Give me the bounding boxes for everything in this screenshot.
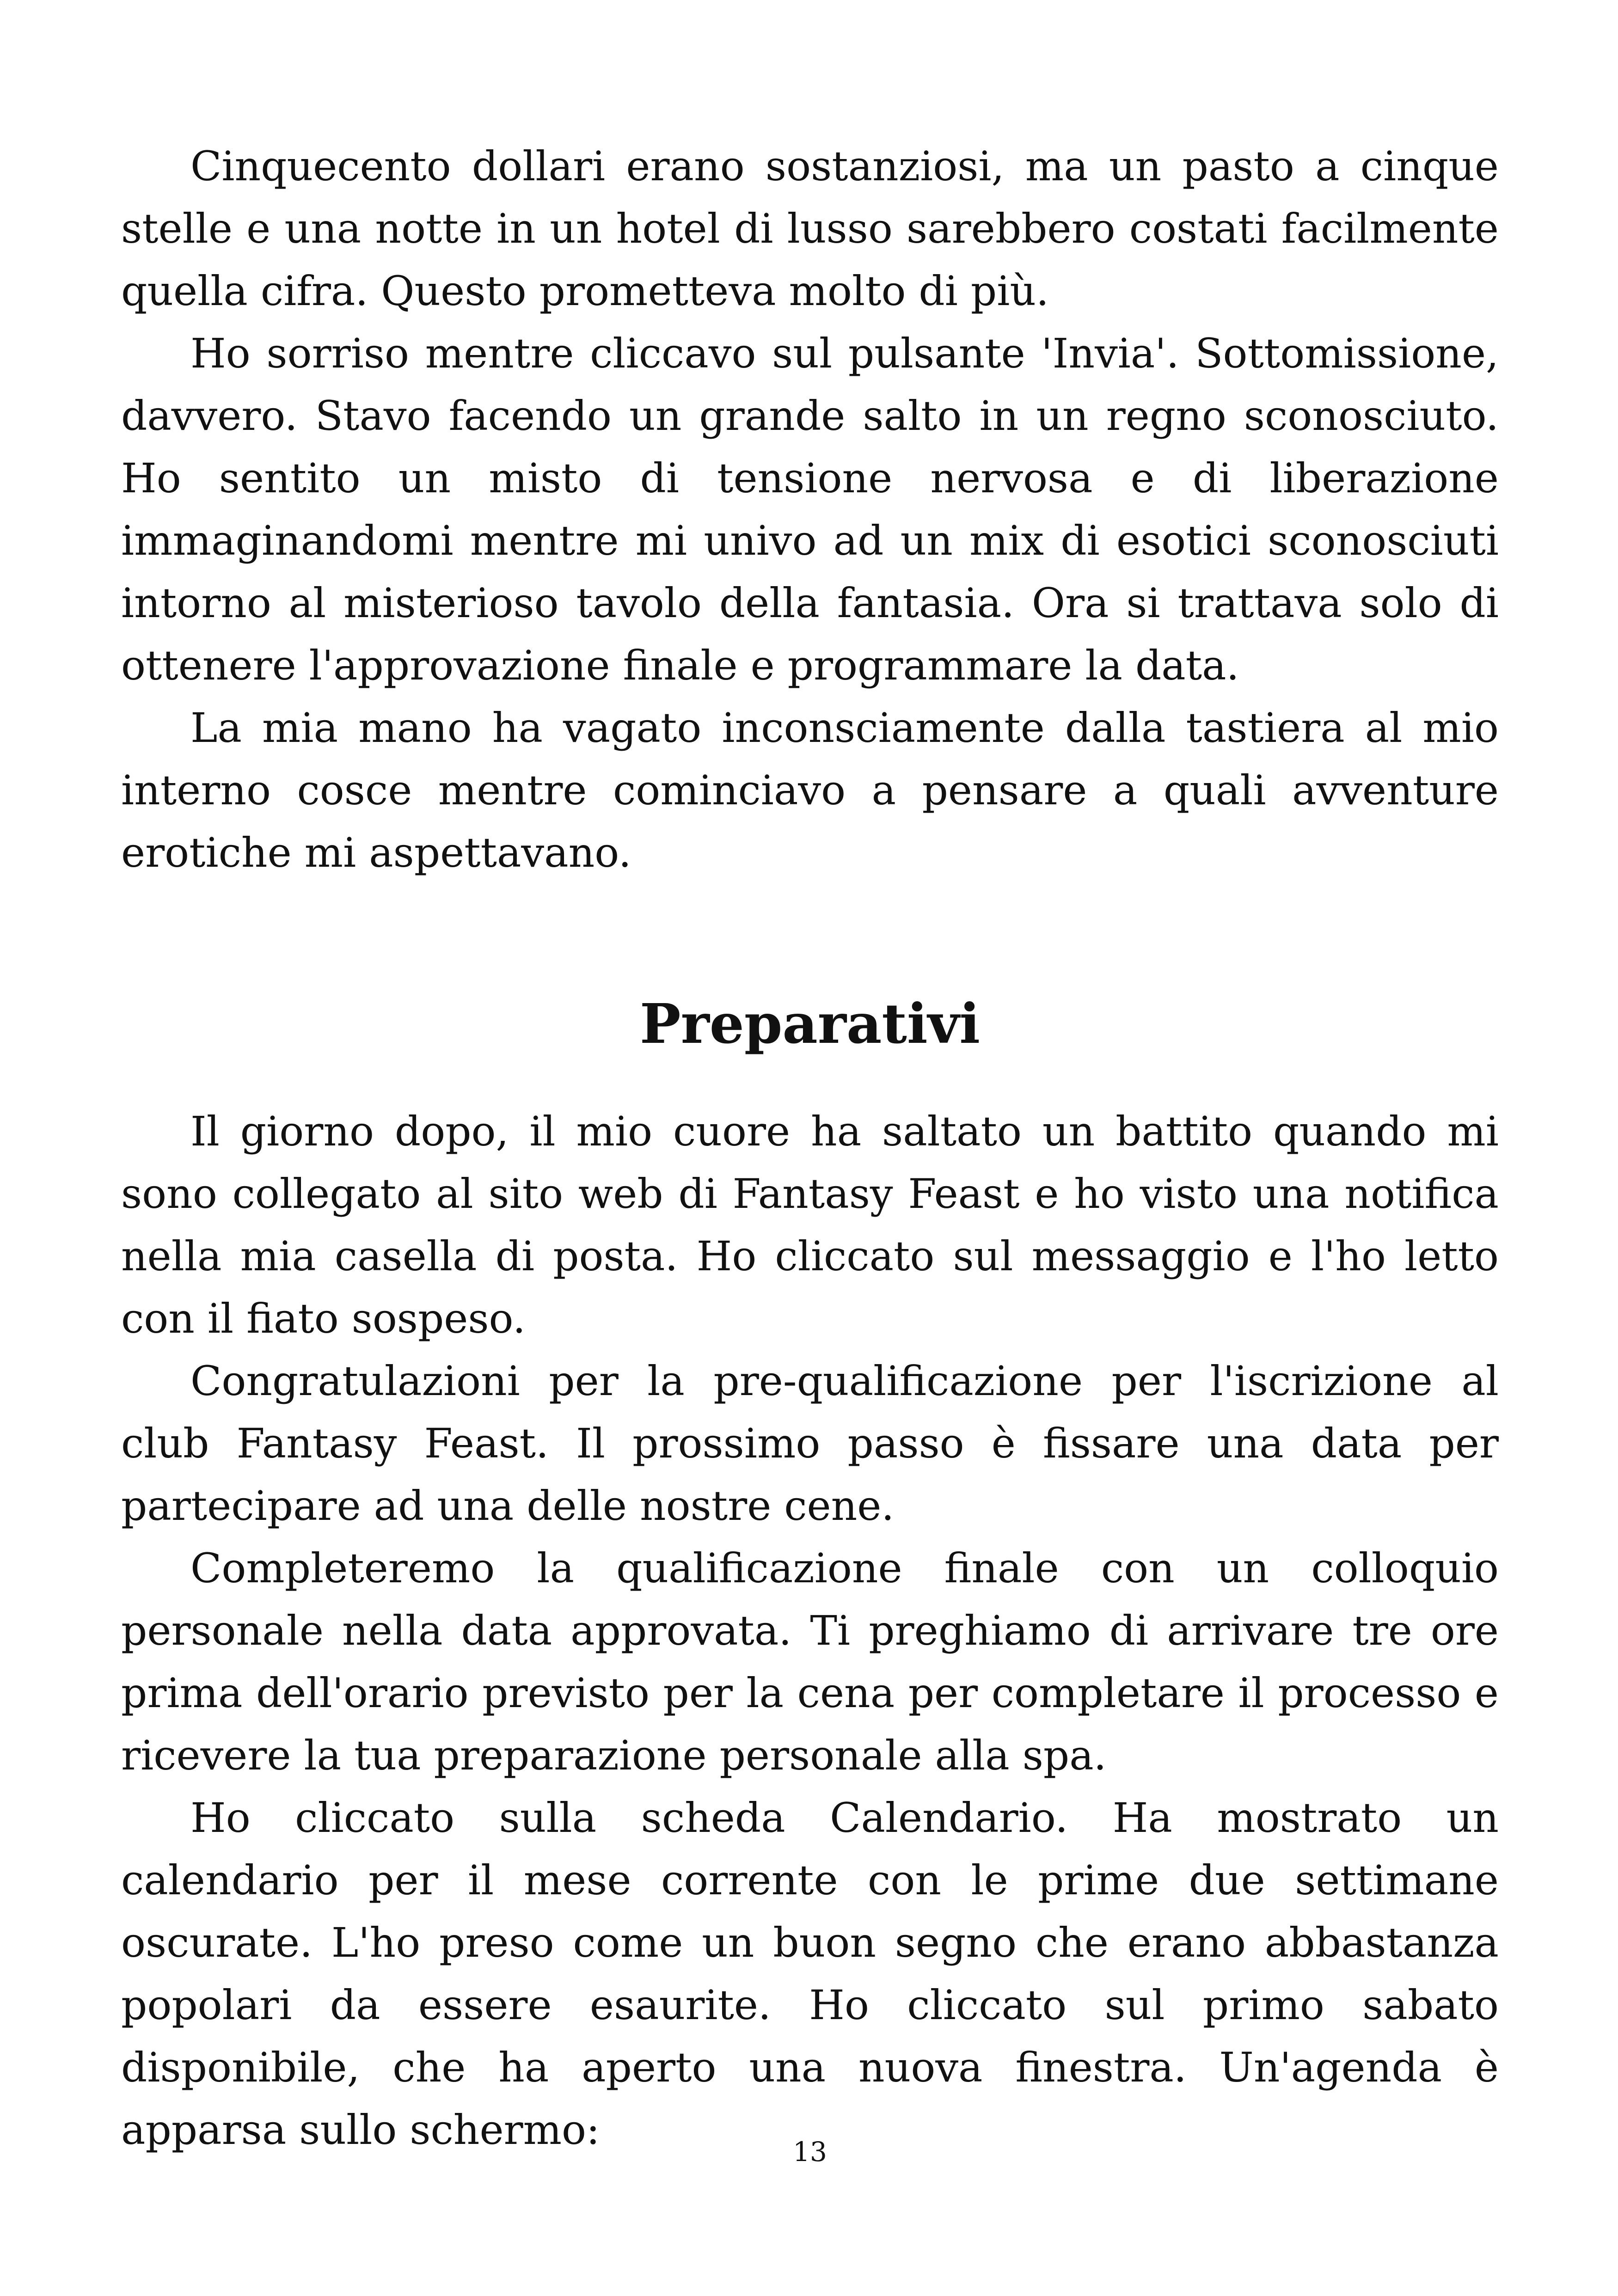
paragraph: La mia mano ha vagato inconsciamente dalla tastiera al mio interno cosce mentre cominciavo a pensare a quali avventure erotiche mi aspettavano. [121, 704, 1499, 876]
paragraph: Congratulazioni per la pre-qualificazione per l'iscrizione al club Fantasy Feast. Il prossimo passo è fissare una data per partecipare ad una delle nostre cene. [121, 1357, 1499, 1530]
text-block-top [121, 135, 1499, 884]
chapter-heading: Preparativi [639, 992, 981, 1056]
book-page [121, 0, 1499, 2296]
paragraph: Ho cliccato sulla scheda Calendario. Ha mostrato un calendario per il mese corrente con le prime due settimane oscurate. L'ho preso come un buon segno che erano abbastanza popolari da essere esaurite. Ho cliccato sul primo sabato disponibile, che ha aperto una nuova finestra. Un'agenda è apparsa sullo schermo: [121, 1794, 1499, 2154]
paragraph: Completeremo la qualificazione finale con un colloquio personale nella data approvata. Ti preghiamo di arrivare tre ore prima dell'orario previsto per la cena per completare il processo e ricevere la tua preparazione personale alla spa. [121, 1544, 1499, 1779]
paragraph: Ho sorriso mentre cliccavo sul pulsante 'Invia'. Sottomissione, davvero. Stavo facendo un grande salto in un regno sconosciuto. Ho sentito un misto di tensione nervosa e di liberazione immaginandomi mentre mi univo ad un mix di esotici sconosciuti intorno al misterioso tavolo della fantasia. Ora si trattava solo di ottenere l'approvazione finale e programmare la data. [121, 330, 1499, 689]
text-block-bottom [121, 1100, 1499, 2161]
page-number: 13 [793, 2136, 827, 2167]
paragraph: Cinquecento dollari erano sostanziosi, ma un pasto a cinque stelle e una notte in un hotel di lusso sarebbero costati facilmente quella cifra. Questo prometteva molto di più. [121, 142, 1499, 315]
paragraph: Il giorno dopo, il mio cuore ha saltato un battito quando mi sono collegato al sito web di Fantasy Feast e ho visto una notifica nella mia casella di posta. Ho cliccato sul messaggio e l'ho letto con il fiato sospeso. [121, 1108, 1499, 1342]
